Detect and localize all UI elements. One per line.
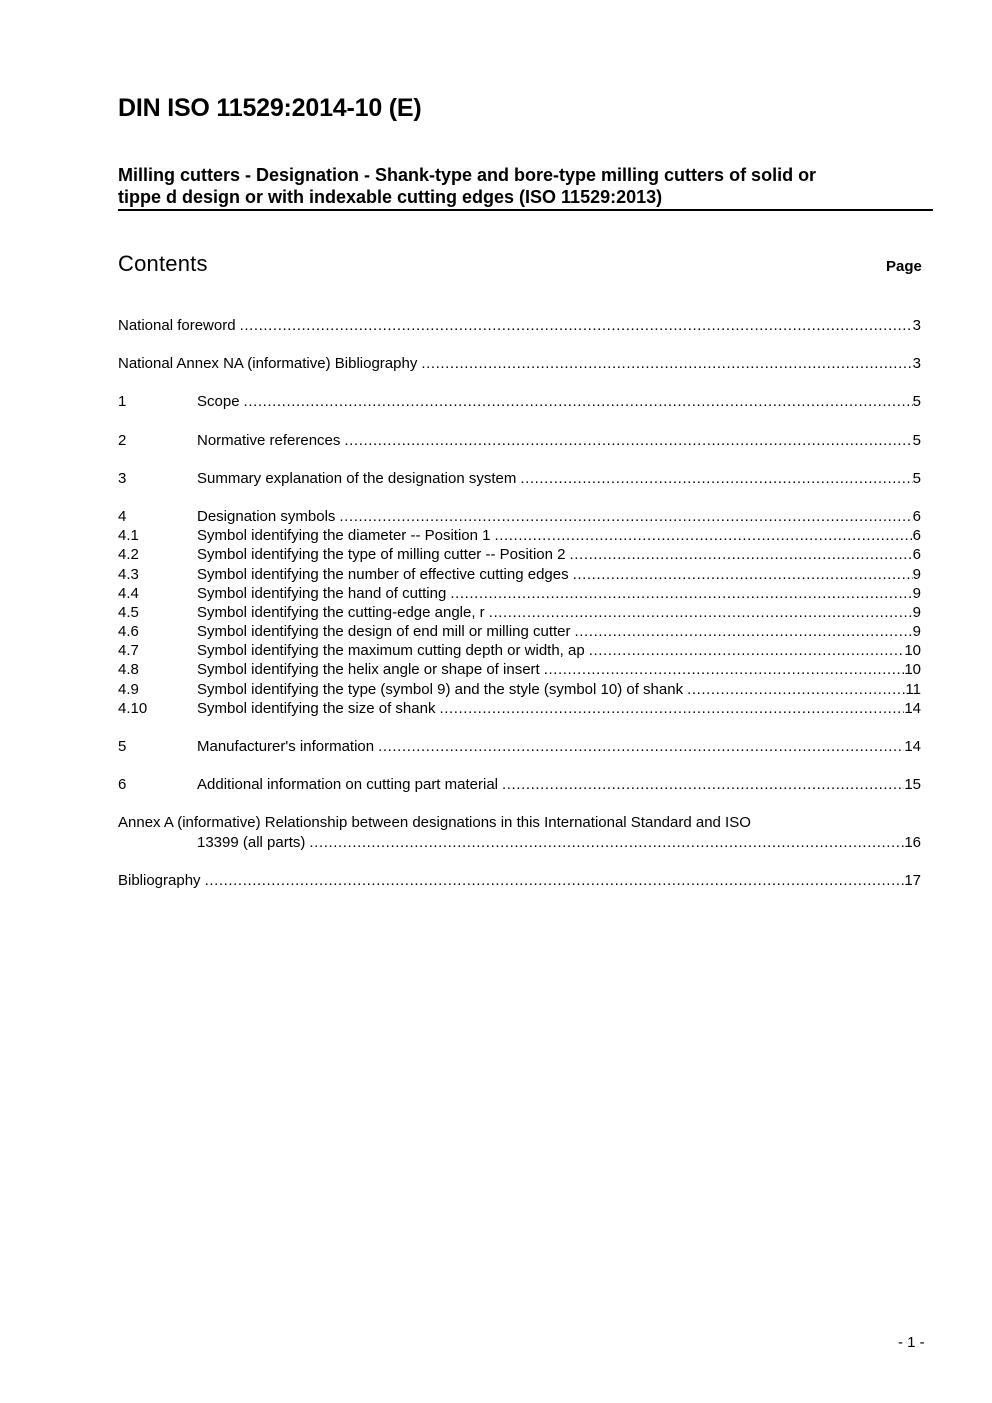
toc-entry-number: 4	[118, 507, 127, 525]
toc-entry-4-9[interactable]	[118, 680, 921, 699]
toc-entry-page: 6	[912, 507, 921, 525]
toc-entry-label: Normative references	[197, 431, 341, 449]
toc-entry-number: 4.2	[118, 546, 139, 564]
toc-entry-label: Symbol identifying the cutting-edge angle, r	[197, 603, 485, 621]
toc-entry-4-8[interactable]	[118, 660, 921, 679]
page-number: - 1 -	[898, 1334, 925, 1351]
toc-leader-dots	[450, 584, 912, 603]
toc-entry-page: 3	[912, 317, 921, 334]
toc-entry-number: 4.8	[118, 661, 139, 679]
toc-entry-label: Symbol identifying the size of shank	[197, 699, 436, 717]
toc-entry-number: 4.9	[118, 680, 139, 698]
toc-entry-6[interactable]	[118, 775, 921, 794]
toc-leader-dots	[339, 507, 912, 526]
toc-entry-4-1[interactable]	[118, 526, 921, 545]
toc-entry-page: 6	[912, 527, 921, 545]
toc-leader-dots	[687, 680, 905, 699]
document-title-line-2: tippe d design or with indexable cutting edges (ISO 11529:2013)	[118, 187, 663, 207]
toc-entry-page: 11	[905, 680, 921, 698]
toc-leader-dots	[520, 469, 912, 488]
document-id: DIN ISO 11529:2014-10 (E)	[118, 94, 422, 122]
toc-leader-dots	[494, 526, 912, 545]
toc-entry-label-line-2: 13399 (all parts)	[197, 833, 306, 851]
toc-entry-4-4[interactable]	[118, 584, 921, 603]
toc-entry-page: 9	[912, 584, 921, 602]
toc-entry-number: 4.5	[118, 603, 139, 621]
toc-entry-number: 4.7	[118, 642, 139, 660]
toc-entry-label: Symbol identifying the helix angle or shape of insert	[197, 661, 540, 679]
toc-entry-page: 5	[912, 431, 921, 449]
toc-entry-number: 4.4	[118, 584, 139, 602]
toc-leader-dots	[378, 737, 904, 756]
toc-entry-label: Bibliography	[118, 871, 201, 889]
toc-entry-label: National foreword	[118, 317, 236, 334]
toc-entry-label: Symbol identifying the type of milling cutter -- Position 2	[197, 546, 566, 564]
toc-entry-page: 17	[904, 871, 921, 889]
toc-leader-dots	[240, 316, 913, 335]
toc-entry-4-6[interactable]	[118, 622, 921, 641]
toc-entry-page: 15	[904, 776, 921, 794]
toc-leader-dots	[502, 775, 904, 794]
toc-leader-dots	[439, 699, 904, 718]
toc-entry-number: 4.6	[118, 623, 139, 641]
toc-entry-4-3[interactable]	[118, 565, 921, 584]
toc-entry-3[interactable]	[118, 469, 921, 488]
toc-entry-page: 5	[912, 469, 921, 487]
toc-entry-label: Manufacturer's information	[197, 738, 375, 755]
toc-entry-page: 14	[904, 738, 921, 755]
toc-entry-annex-a[interactable]	[118, 813, 921, 851]
toc-entry-continuation	[118, 833, 921, 852]
toc-entry-label: Designation symbols	[197, 507, 336, 525]
toc-entry-4[interactable]	[118, 507, 921, 526]
toc-entry-label: National Annex NA (informative) Bibliography	[118, 355, 418, 373]
toc-entry-2[interactable]	[118, 431, 921, 450]
toc-entry-page: 9	[912, 623, 921, 641]
toc-entry-5[interactable]	[118, 737, 921, 756]
toc-entry-page: 10	[904, 642, 921, 660]
toc-entry-label: Scope	[197, 393, 240, 411]
toc-leader-dots	[575, 622, 913, 641]
toc-entry-page: 9	[912, 565, 921, 583]
toc-entry-label: Symbol identifying the type (symbol 9) and the style (symbol 10) of shank	[197, 680, 684, 698]
toc-leader-dots	[244, 392, 913, 411]
toc-entry-page: 14	[904, 699, 921, 717]
toc-entry-number: 2	[118, 431, 127, 449]
toc-entry-national-foreword[interactable]	[118, 316, 921, 335]
document-title	[118, 164, 933, 211]
toc-entry-number: 4.3	[118, 565, 139, 583]
toc-entry-page: 16	[904, 833, 921, 851]
toc-entry-bibliography[interactable]	[118, 871, 921, 890]
toc-entry-number: 5	[118, 738, 127, 755]
toc-entry-number: 4.10	[118, 699, 148, 717]
toc-entry-page: 5	[912, 393, 921, 411]
toc-entry-number: 3	[118, 469, 127, 487]
toc-entry-page: 9	[912, 603, 921, 621]
toc-entry-page: 3	[912, 355, 921, 373]
toc-entry-number: 6	[118, 776, 127, 794]
toc-entry-label-line-1: Annex A (informative) Relationship between designations in this International Standard and ISO	[118, 814, 751, 832]
toc-entry-label: Additional information on cutting part material	[197, 776, 498, 794]
toc-entry-4-10[interactable]	[118, 699, 921, 718]
toc-entry-4-2[interactable]	[118, 545, 921, 564]
toc-entry-label: Symbol identifying the number of effective cutting edges	[197, 565, 569, 583]
toc-entry-number: 1	[118, 393, 127, 411]
toc-entry-page: 6	[912, 546, 921, 564]
toc-entry-label: Symbol identifying the maximum cutting depth or width, ap	[197, 642, 585, 660]
toc-leader-dots	[421, 354, 912, 373]
toc-entry-1[interactable]	[118, 392, 921, 411]
table-of-contents	[118, 316, 921, 890]
toc-leader-dots	[344, 431, 912, 450]
toc-leader-dots	[489, 603, 913, 622]
toc-leader-dots	[573, 565, 913, 584]
toc-entry-label: Summary explanation of the designation system	[197, 469, 517, 487]
toc-entry-national-annex[interactable]	[118, 354, 921, 373]
toc-leader-dots	[589, 641, 905, 660]
toc-entry-4-5[interactable]	[118, 603, 921, 622]
toc-entry-4-7[interactable]	[118, 641, 921, 660]
toc-leader-dots	[570, 545, 913, 564]
toc-leader-dots	[309, 833, 904, 852]
toc-entry-number: 4.1	[118, 527, 139, 545]
toc-leader-dots	[544, 660, 905, 679]
document-title-line-1: Milling cutters - Designation - Shank-type and bore-type milling cutters of solid or	[118, 165, 817, 185]
toc-entry-label: Symbol identifying the design of end mill or milling cutter	[197, 623, 571, 641]
page-column-heading: Page	[886, 258, 922, 275]
toc-entry-label: Symbol identifying the diameter -- Position 1	[197, 527, 491, 545]
toc-entry-page: 10	[904, 661, 921, 679]
toc-entry-label: Symbol identifying the hand of cutting	[197, 584, 447, 602]
toc-leader-dots	[205, 871, 905, 890]
contents-heading: Contents	[118, 251, 208, 276]
